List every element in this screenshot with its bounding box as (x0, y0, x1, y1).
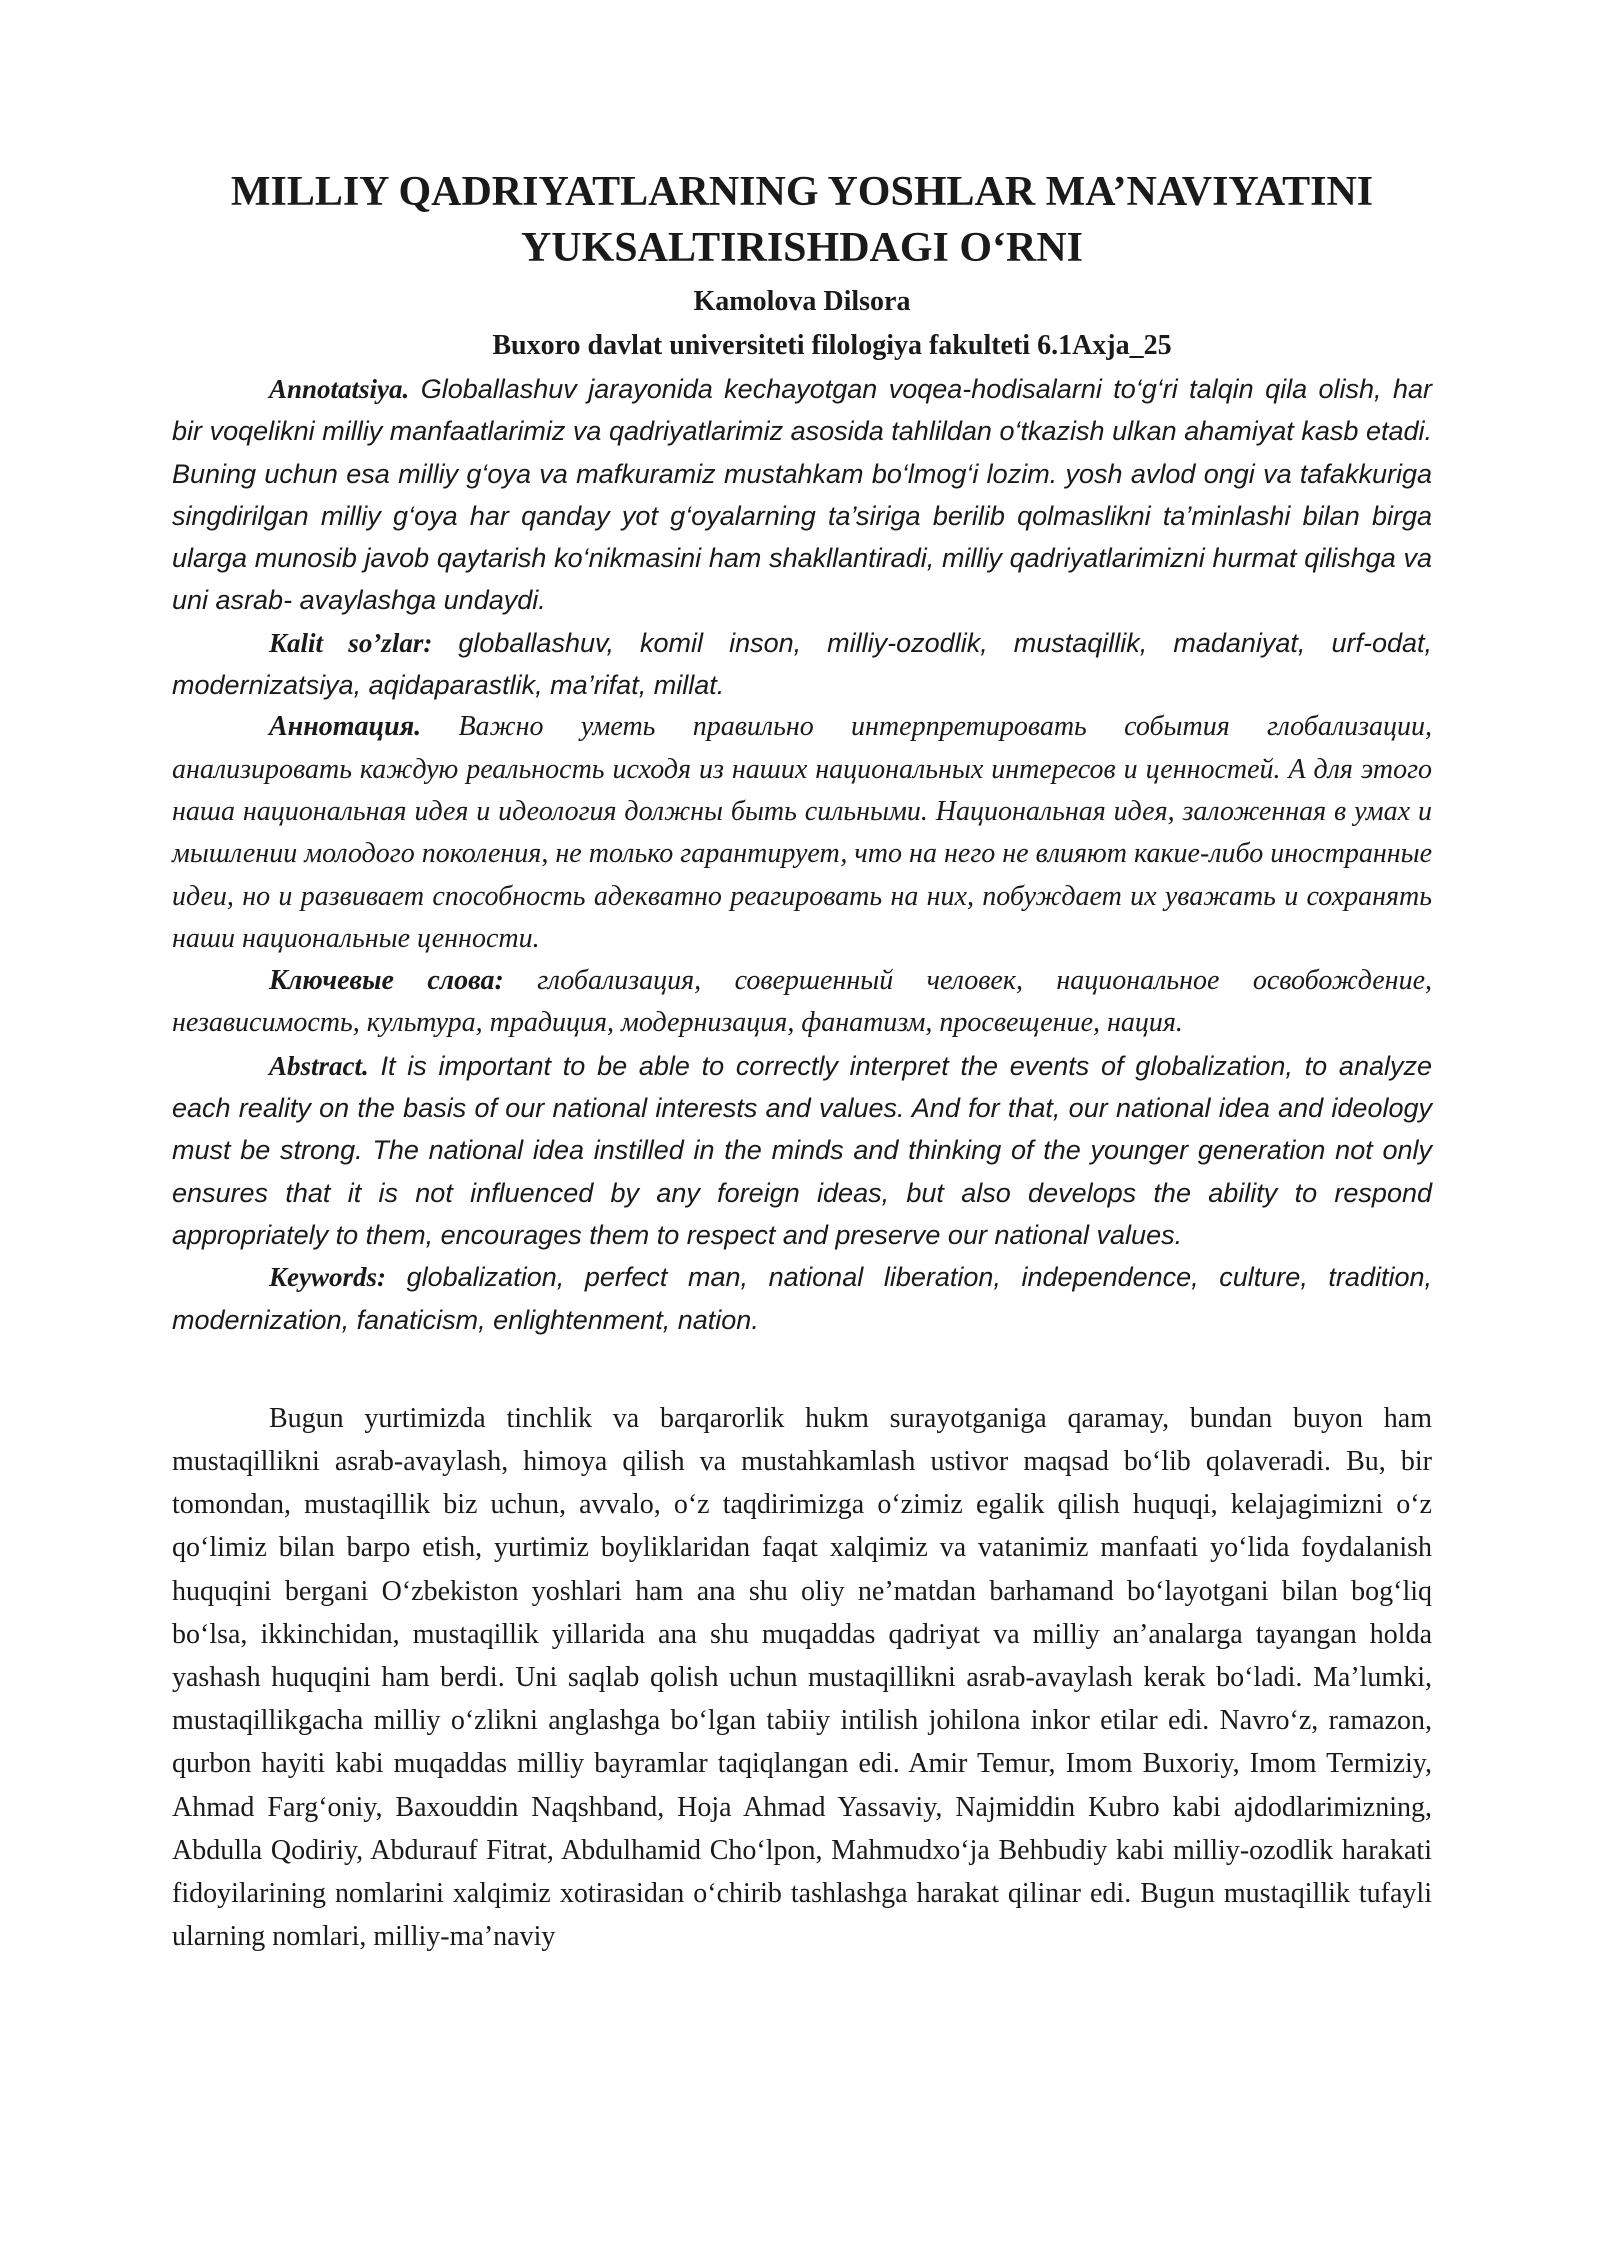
abstract-english-text: It is important to be able to correctly interpret the events of globalization, to analyze each reality on the basis of our national interests and values. And for that, our national idea and ideology must be strong. The national idea instilled in the minds and thinking of the younger generation not only ensures that it is not influenced by any foreign ideas, but also develops the ability to respond appropriately to them, encourages them to respect and preserve our national values. (172, 1050, 1432, 1250)
keywords-english-text: globalization, perfect man, national liberation, independence, culture, tradition, modernization, fanaticism, enlightenment, nation. (172, 1262, 1432, 1335)
keywords-english (172, 1256, 1432, 1341)
keywords-russian (172, 960, 1432, 1045)
body-paragraph: Bugun yurtimizda tinchlik va barqarorlik hukm surayotganiga qaramay, bundan buyon ham mustaqillikni asrab-avaylash, himoya qilish va mustahkamlash ustivor maqsad bo‘lib qolaveradi. Bu, bir tomondan, mustaqillik biz uchun, avvalo, o‘z taqdirimizga o‘zimiz egalik qilish huquqi, kelajagimizni o‘z qo‘limiz bilan barpo etish, yurtimiz boyliklaridan faqat xalqimiz va vatanimiz manfaati yo‘lida foydalanish huquqini bergani O‘zbekiston yoshlari ham ana shu oliy ne’matdan barhamand bo‘layotgani bilan bog‘liq bo‘lsa, ikkinchidan, mustaqillik yillarida ana shu muqaddas qadriyat va milliy an’analarga tayangan holda yashash huquqini ham berdi. Uni saqlab qolish uchun mustaqillikni asrab-avaylash kerak bo‘ladi. Ma’lumki, mustaqillikgacha milliy o‘zlikni anglashga bo‘lgan tabiiy intilish johilona inkor etilar edi. Navro‘z, ramazon, qurbon hayiti kabi muqaddas milliy bayramlar taqiqlangan edi. Amir Temur, Imom Buxoriy, Imom Termiziy, Ahmad Farg‘oniy, Baxouddin Naqshband, Hoja Ahmad Yassaviy, Najmiddin Kubro kabi ajdodlarimizning, Abdulla Qodiriy, Abdurauf Fitrat, Abdulhamid Cho‘lpon, Mahmudxo‘ja Behbudiy kabi milliy-ozodlik harakati fidoyilarining nomlarini xalqimiz xotirasidan o‘chirib tashlashga harakat qilinar edi. Bugun mustaqillik tufayli ularning nomlari, milliy-ma’naviy (172, 1402, 1432, 1953)
abstract-english (172, 1045, 1432, 1256)
article-title (172, 164, 1432, 276)
keywords-uzbek-label: Kalit so’zlar: (269, 627, 433, 658)
keywords-english-label: Keywords: (269, 1262, 386, 1293)
annotation-russian-text: Важно уметь правильно интерпретировать события глобализации, анализировать каждую реальность исходя из наших национальных интересов и ценностей. А для этого наша национальная идея и идеология должны быть сильными. Национальная идея, заложенная в умах и мышлении молодого поколения, не только гарантирует, что на него не влияют какие-либо иностранные идеи, но и развивает способность адекватно реагировать на них, побуждает их уважать и сохранять наши национальные ценности. (172, 711, 1432, 954)
annotation-russian (172, 706, 1432, 960)
abstract-english-label: Abstract. (269, 1050, 369, 1081)
author-affiliation: Buxoro davlat universiteti filologiya fakulteti 6.1Axja_25 (492, 330, 1172, 361)
annotation-russian-label: Аннотация. (269, 711, 422, 743)
annotation-uzbek (172, 368, 1432, 622)
title-line-2: YUKSALTIRISHDAGI O‘RNI (520, 225, 1084, 271)
keywords-russian-label: Ключевые слова: (269, 965, 504, 997)
keywords-uzbek (172, 622, 1432, 707)
section-spacer (172, 1341, 1432, 1397)
keywords-russian-text: глобализация, совершенный человек, национальное освобождение, независимость, культура, традиция, модернизация, фанатизм, просвещение, нация. (172, 965, 1432, 1039)
document-page (172, 164, 1432, 1958)
annotation-uzbek-text: Globallashuv jarayonida kechayotgan voqea-hodisalarni to‘g‘ri talqin qila olish, har bir voqelikni milliy manfaatlarimiz va qadriyatlarimiz asosida tahlildan o‘tkazish ulkan ahamiyat kasb etadi. Buning uchun esa milliy g‘oya va mafkuramiz mustahkam bo‘lmog‘i lozim. yosh avlod ongi va tafakkuriga singdirilgan milliy g‘oya har qanday yot g‘oyalarning ta’siriga berilib qolmaslikni ta’minlashi bilan birga ularga munosib javob qaytarish ko‘nikmasini ham shakllantiradi, milliy qadriyatlarimizni hurmat qilishga va uni asrab- avaylashga undaydi. (172, 374, 1432, 616)
author-name: Kamolova Dilsora (693, 286, 911, 317)
title-line-1: MILLIY QADRIYATLARNING YOSHLAR MA’NAVIYATINI (230, 169, 1374, 215)
keywords-uzbek-text: globallashuv, komil inson, milliy-ozodlik, mustaqillik, madaniyat, urf-odat, modernizatsiya, aqidaparastlik, ma’rifat, millat. (172, 627, 1432, 701)
annotation-uzbek-label: Annotatsiya. (269, 374, 410, 404)
